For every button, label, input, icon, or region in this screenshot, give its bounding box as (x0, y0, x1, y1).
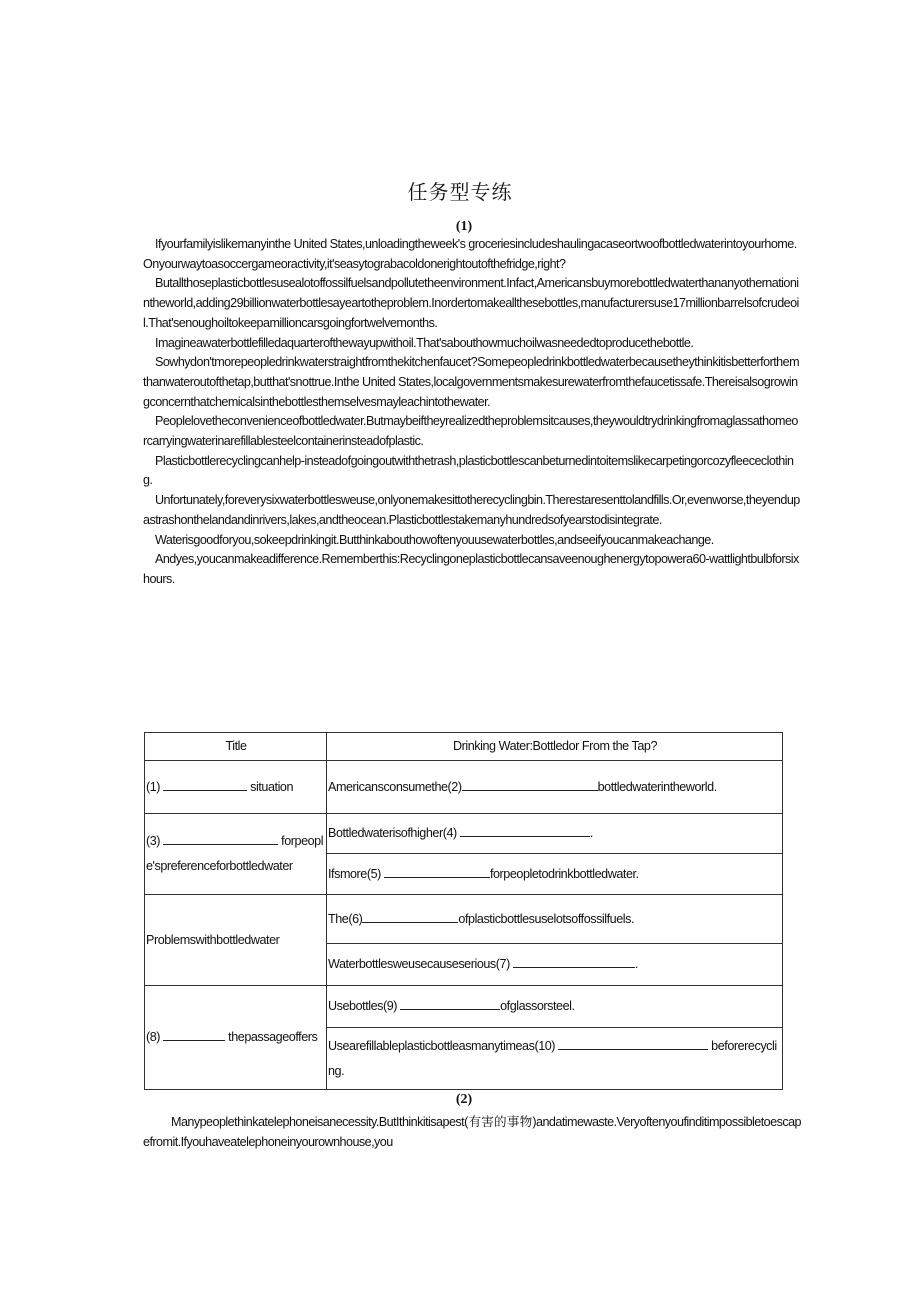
cell-11 (327, 1028, 783, 1090)
passage-paragraph: Peoplelovetheconvenienceofbottledwater.Butmaybeiftheyrealizedtheproblemsitcauses,theywouldtrydrinkingfromaglassathomeorcarryingwaterinarefillablesteelcontainerinsteadofplastic. (143, 414, 798, 449)
cell-text: forpeople'spreferenceforbottledwater (146, 834, 324, 873)
answer-blank-1[interactable] (163, 778, 247, 791)
table-row (145, 761, 783, 814)
passage-paragraph: Imagineawaterbottlefilledaquarterofthewayupwithoil.That'sabouthowmuchoilwasneededtoproducethebottle. (155, 335, 694, 350)
passage-paragraph: Ifyourfamilyislikemanyinthe United States,unloadingtheweek's groceriesincludeshaulingacaseortwoofbottledwaterintoyourhome.Onyourwaytoasoccergameoractivity,it'seasytograbacoldonerightoutofthefridge,right? (143, 237, 797, 271)
answer-blank-7[interactable] (513, 955, 635, 968)
cell-text: ofplasticbottlesuselotsoffossilfuels. (458, 911, 635, 926)
cell-1 (145, 761, 327, 814)
blank-number: (1) (146, 779, 161, 794)
answer-blank-3[interactable] (163, 832, 278, 845)
answer-blank-5[interactable] (384, 865, 490, 878)
cell-text: Usearefillableplasticbottleasmanytimeas(10) (328, 1038, 556, 1053)
passage-paragraph: Unfortunately,foreverysixwaterbottlesweuse,onlyonemakesittotherecyclingbin.Therestaresenttolandfills.Or,evenworse,theyendupastrashonthelandandinrivers,lakes,andtheocean.Plasticbottlestakemanyhundredsofyearstodisintegrate. (143, 493, 800, 527)
cell-text: Waterbottlesweusecauseserious(7) (328, 957, 510, 971)
cell-text: Americansconsumethe(2) (328, 779, 462, 794)
cell-6: Problemswithbottledwater (145, 895, 327, 986)
passage-2 (143, 1112, 801, 1152)
cell-9 (145, 986, 327, 1090)
passage-paragraph: Andyes,youcanmakeadifference.Rememberthis:Recyclingoneplasticbottlecansaveenoughenergytopowera60-wattlightbulbforsixhours. (143, 552, 799, 586)
cell-text: situation (250, 779, 294, 794)
cell-text: bottledwaterintheworld. (597, 779, 717, 794)
answer-blank-8[interactable] (163, 1028, 225, 1041)
title-value-cell: Drinking Water:Bottledor From the Tap? (327, 733, 783, 761)
cell-text: thepassageoffers (228, 1030, 318, 1044)
cell-text: forpeopletodrinkbottledwater. (489, 866, 639, 881)
section-1-heading: (1) (455, 219, 473, 234)
cell-text: . (634, 957, 638, 971)
cell-10 (327, 986, 783, 1028)
blank-number: (8) (146, 1030, 161, 1044)
cell-text: Usebottles(9) (328, 999, 398, 1013)
cell-text: ofglassorsteel. (500, 999, 575, 1013)
page-title: 任务型专练 (407, 180, 513, 204)
task-table (144, 732, 783, 1090)
cell-text: . (589, 826, 593, 840)
cell-text: The(6) (328, 911, 363, 926)
cell-4 (327, 814, 783, 854)
title-label-cell: Title (145, 733, 327, 761)
section-2-heading: (2) (455, 1092, 473, 1107)
passage-paragraph: Plasticbottlerecyclingcanhelp-insteadofgoingoutwiththetrash,plasticbottlescanbeturnedintoitemslikecarpetingorcozyfleececlothing. (143, 453, 794, 488)
passage-paragraph: Manypeoplethinkatelephoneisanecessity.ButIthinkitisapest(有害的事物)andatimewaste.Veryoftenyoufinditimpossibletoescapefromit.Ifyouhaveatelephoneinyourownhouse,you (143, 1115, 801, 1149)
passage-1 (143, 235, 801, 590)
answer-blank-9[interactable] (400, 997, 500, 1010)
cell-8 (327, 944, 783, 986)
cell-text: beforerecycling. (328, 1038, 777, 1078)
blank-number: (3) (146, 834, 161, 848)
table-row (145, 986, 783, 1028)
cell-7 (327, 895, 783, 944)
answer-blank-10[interactable] (558, 1037, 708, 1050)
table-row (145, 895, 783, 944)
answer-blank-6[interactable] (362, 910, 458, 923)
cell-2 (327, 761, 783, 814)
table-row (145, 733, 783, 761)
table-row (145, 814, 783, 854)
cell-3 (145, 814, 327, 895)
answer-blank-4[interactable] (460, 824, 590, 837)
cell-5 (327, 854, 783, 895)
answer-blank-2[interactable] (462, 778, 598, 791)
cell-text: Ifsmore(5) (328, 866, 381, 881)
passage-paragraph: Waterisgoodforyou,sokeepdrinkingit.Butthinkabouthowoftenyouusewaterbottles,andseeifyoucanmakeachange. (155, 532, 714, 547)
passage-paragraph: Butallthoseplasticbottlesusealotoffossilfuelsandpollutetheenvironment.Infact,Americansbuymorebottledwaterthananyothernationintheworld,adding29billionwaterbottlesayeartotheproblem.Inordertomakeallthesebottles,manufacturersuse17millionbarrelsofcrudeoil.That'senoughoiltokeepamillioncarsgoingfortwelvemonths. (143, 276, 799, 330)
passage-paragraph: Sowhydon'tmorepeopledrinkwaterstraightfromthekitchenfaucet?Somepeopledrinkbottledwaterbecausetheythinkitisbetterforthemthanwateroutofthetap,butthat'snottrue.Inthe United States,localgovernmentsmakesurewaterfromthefaucetissafe.Thereisalsogrowingconcernthatchemicalsinthebottlesthemselvesmayleachintothewater. (143, 355, 800, 409)
cell-text: Bottledwaterisofhigher(4) (328, 826, 457, 840)
